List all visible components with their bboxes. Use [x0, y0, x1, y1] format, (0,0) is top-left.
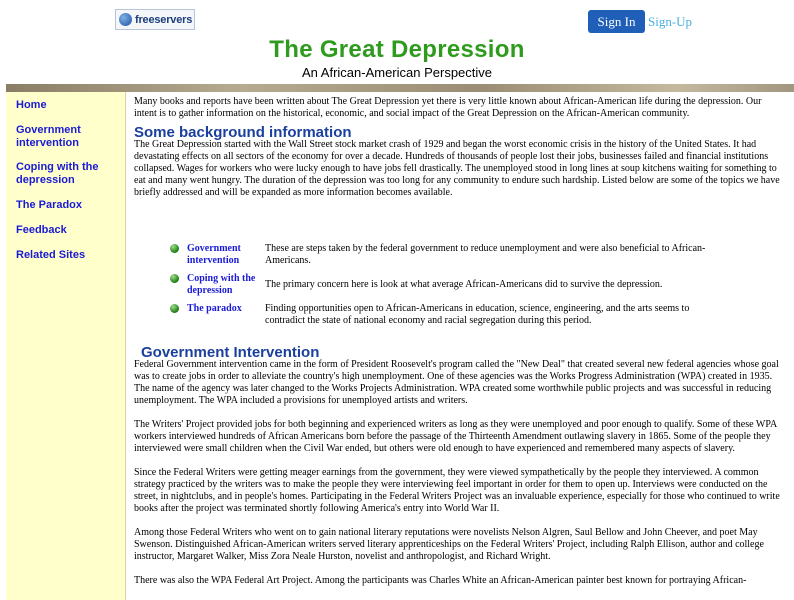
topic-link-paradox[interactable]: The paradox [187, 303, 242, 314]
main-content [134, 96, 784, 199]
sidebar-item-related-sites[interactable]: Related Sites [16, 249, 86, 261]
green-bullet-icon [170, 244, 179, 253]
topic-link-government-intervention[interactable]: Government intervention [187, 243, 241, 266]
site-banner [0, 36, 794, 80]
sidebar [6, 92, 126, 600]
gov-paragraph: There was also the WPA Federal Art Project. Among the participants was Charles White an African-American painter best known for portraying African- [134, 575, 747, 586]
sign-up-link[interactable]: Sign-Up [648, 14, 693, 29]
sidebar-item-home[interactable]: Home [16, 99, 47, 111]
sidebar-item-government-intervention[interactable]: Government intervention [16, 124, 81, 149]
background-paragraph: The Great Depression started with the Wall Street stock market crash of 1929 and began the worst economic crisis in the history of the United States. It had devastating effects on all sectors of the economy for over a decade. Hundreds of thousands of people lost their jobs, businesses failed and financial institutions collapsed. Wages for workers who were lucky enough to have jobs fell drastically. The unemployed stood in long lines at soup kitchens waiting for something to eat and many went hungry. The duration of the depression was too long for any community to endure such hardship. Listed below are some of the topics we have briefly addressed and will be expanded as more information becomes available. [134, 139, 780, 198]
topic-description: The primary concern here is look at what average African-Americans did to survive the depression. [265, 279, 663, 290]
gov-paragraph: Among those Federal Writers who went on to gain national literary reputations were novelists Nelson Algren, Saul Bellow and John Cheever, and poet May Swenson. Distinguished African-American writers served literary apprenticeships on the Federal Writers' Project, including Ralph Ellison, author and college instructor, Margaret Walker, Miss Zora Neale Hurston, novelist and anthropologist, and Richard Wright. [134, 527, 764, 562]
green-bullet-icon [170, 304, 179, 313]
site-subtitle: An African-American Perspective [301, 65, 493, 80]
gov-paragraph: Federal Government intervention came in the form of President Roosevelt's program called the "New Deal" that created several new federal agencies whose goal was to create jobs in order to alleviate the country's high unemployment. One of these agencies was the Works Progress Administration (WPA) created in 1935. The name of the agency was later changed to the Works Projects Administration. WPA created some worthwhile public projects and was successful in reducing unemployment. The WPA included a provisions for unemployed artists and writers. [134, 359, 779, 406]
green-bullet-icon [170, 274, 179, 283]
sign-in-button[interactable]: Sign In [588, 10, 645, 33]
decorative-band [6, 84, 794, 92]
topic-description: Finding opportunities open to African-Americans in education, science, engineering, and the arts seems to contradict the state of national economy and racial segregation during this period. [265, 303, 690, 326]
globe-icon [119, 13, 132, 26]
government-section [134, 344, 784, 587]
site-title: The Great Depression [269, 36, 525, 63]
intro-paragraph: Many books and reports have been written about The Great Depression yet there is very little known about African-American life during the depression. Our intent is to gather information on the historical, economic, and social impact of the Great Depression on the African-American community. [134, 96, 762, 119]
hosting-bar [0, 0, 794, 40]
logo-text: freeservers [135, 13, 193, 26]
topic-link-coping[interactable]: Coping with the depression [187, 273, 256, 296]
sidebar-item-paradox[interactable]: The Paradox [16, 199, 83, 211]
sidebar-item-coping[interactable]: Coping with the depression [16, 161, 99, 186]
gov-paragraph: The Writers' Project provided jobs for both beginning and experienced writers as long as they were unemployed and poor enough to qualify. Some of these WPA workers interviewed hundreds of African Americans born before the passage of the Thirteenth Amendment outlawing slavery in 1865. Some of the people they interviewed were small children when the Civil War ended, but others were old enough to have experienced and remembered many aspects of slavery. [134, 419, 777, 454]
government-heading: Government Intervention [141, 344, 320, 361]
background-heading: Some background information [134, 124, 352, 141]
freeservers-logo[interactable] [115, 9, 195, 30]
gov-paragraph: Since the Federal Writers were getting meager earnings from the government, they were viewed sympathetically by the people they interviewed. A common strategy practiced by the writers was to make the people they were interviewing feel important in order for them to open up. Interviews were conducted on the street, in nightclubs, and in people's homes. Participating in the Federal Writers Project was an invaluable experience, especially for those who continued to write books after the project was terminated shortly following America's entry into World War II. [134, 467, 780, 514]
topic-description: These are steps taken by the federal government to reduce unemployment and were also beneficial to African-Americans. [265, 243, 706, 266]
sidebar-item-feedback[interactable]: Feedback [16, 224, 67, 236]
